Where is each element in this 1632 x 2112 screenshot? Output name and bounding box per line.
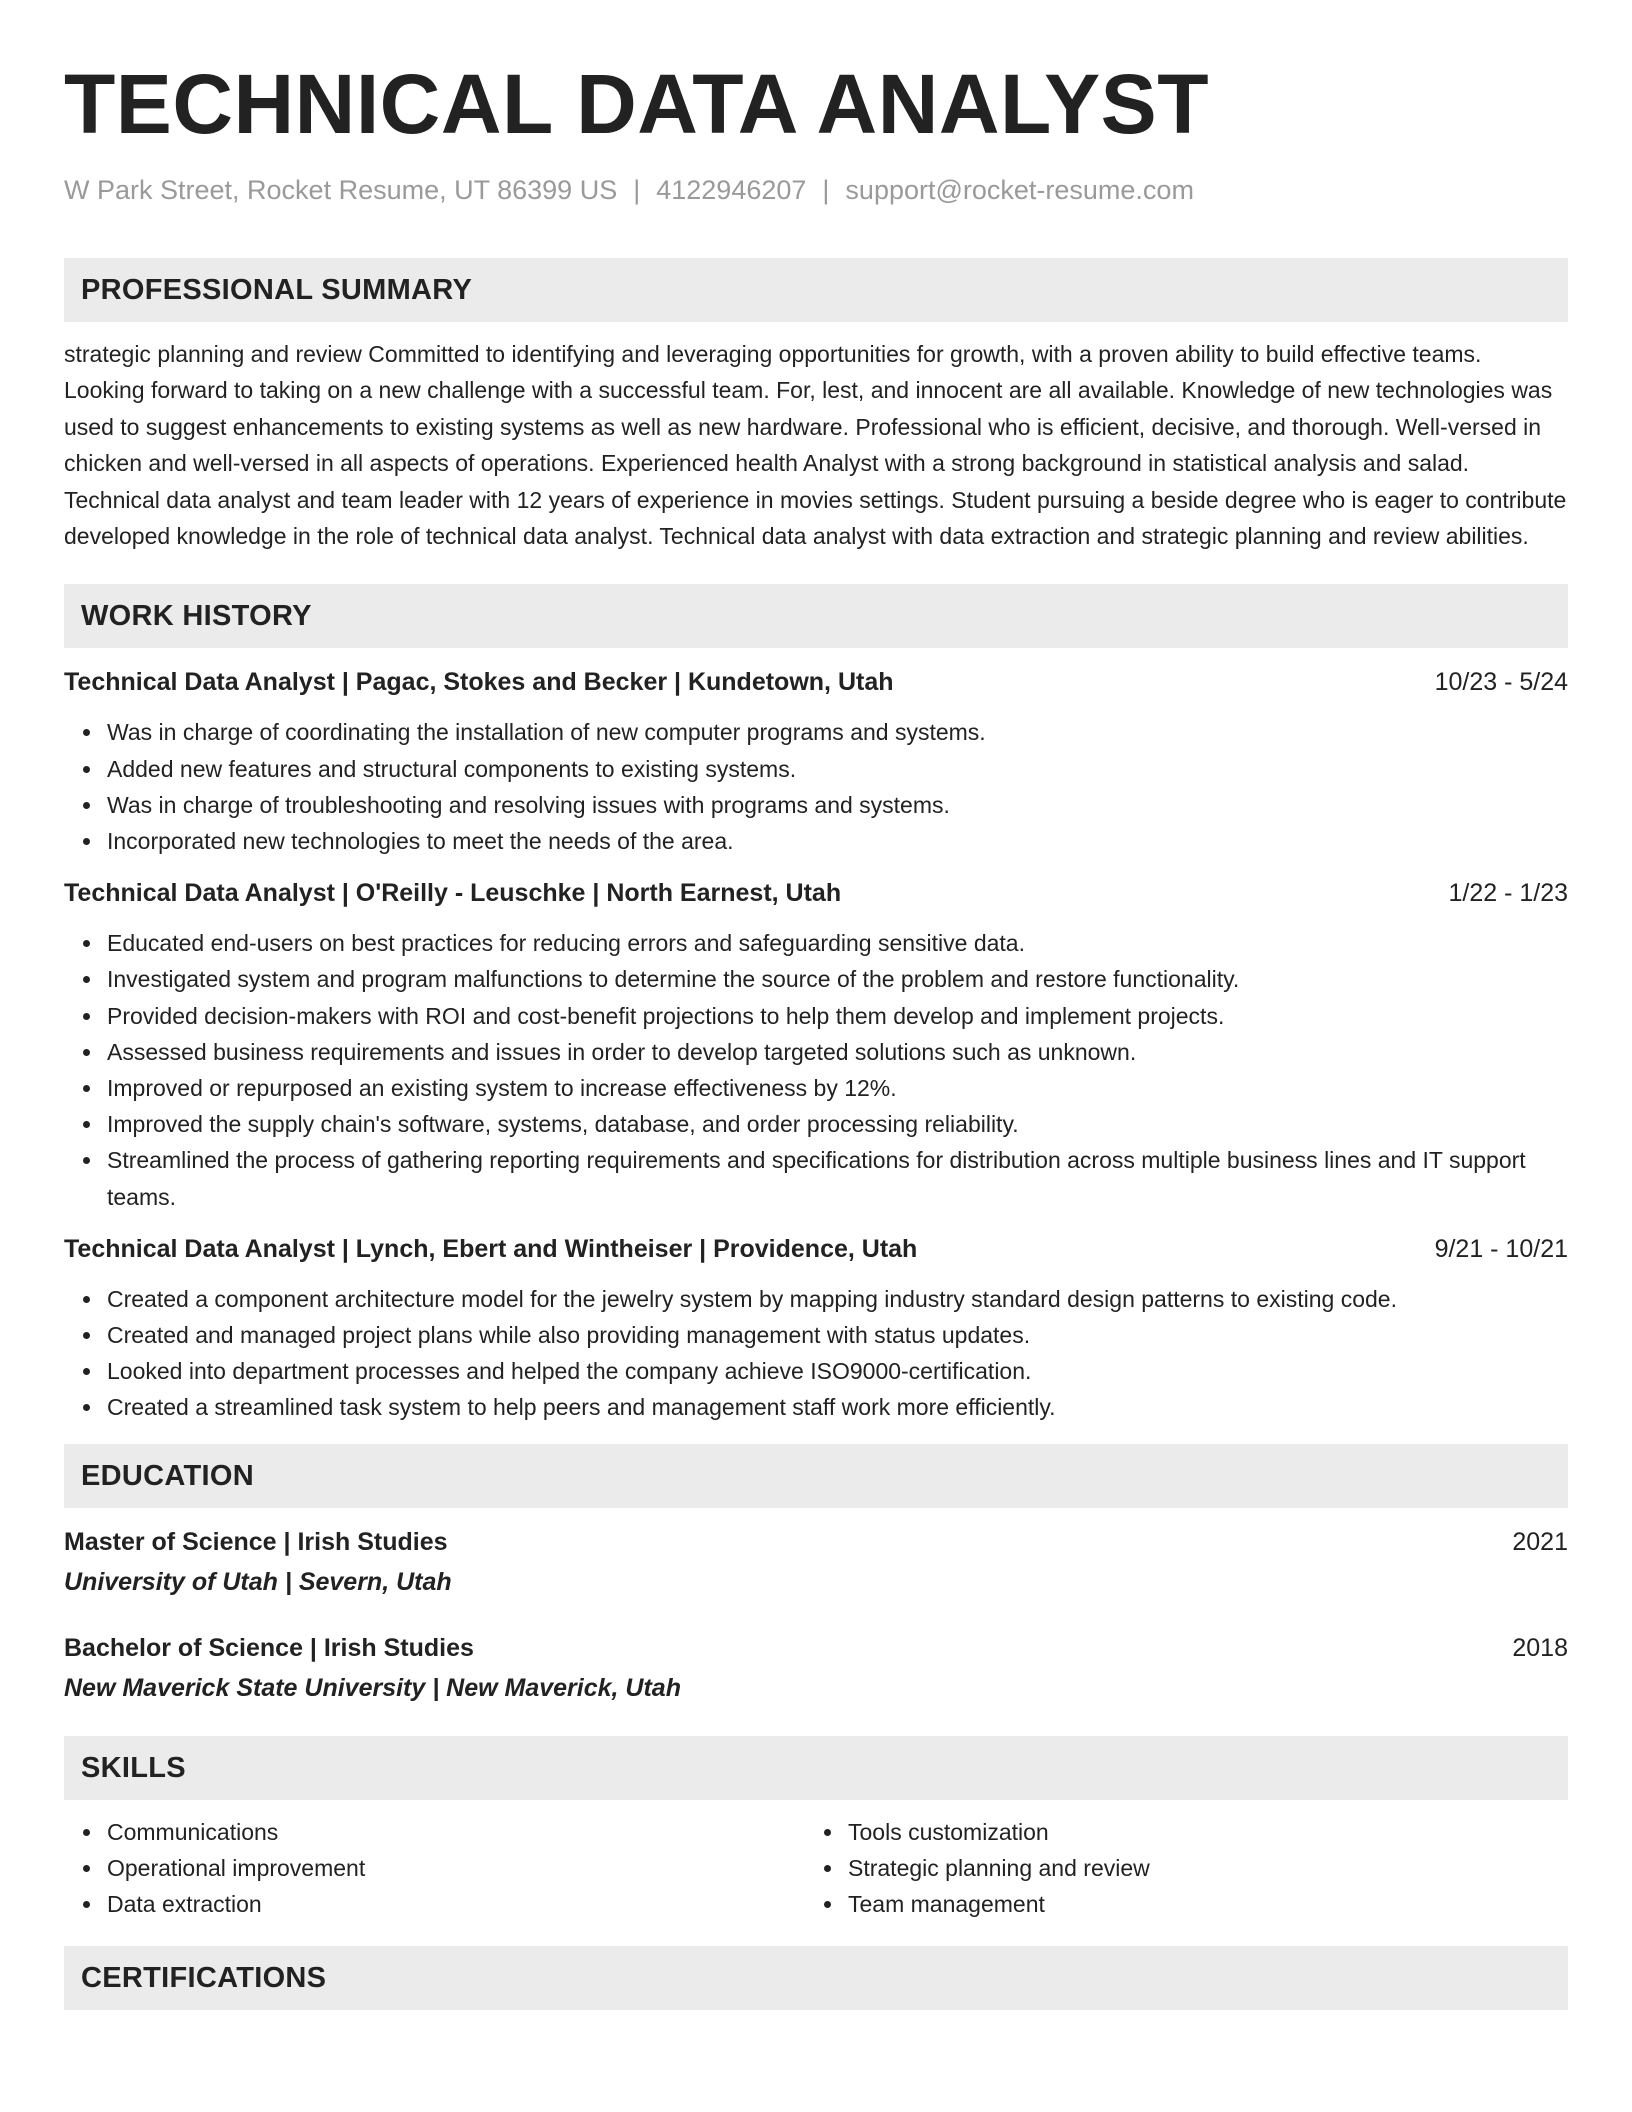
skill-item: Communications — [107, 1814, 805, 1850]
education-heading: EDUCATION — [64, 1444, 1568, 1508]
job-dates: 10/23 - 5/24 — [1434, 668, 1568, 697]
education-degree: Master of Science | Irish Studies — [64, 1527, 448, 1556]
job-bullet: Was in charge of coordinating the installation of new computer programs and systems. — [107, 714, 1568, 750]
job-bullets — [64, 1281, 1568, 1426]
job-bullet: Looked into department processes and helped the company achieve ISO9000-certification. — [107, 1353, 1568, 1389]
contact-separator: | — [822, 175, 830, 205]
resume-name: TECHNICAL DATA ANALYST — [64, 57, 1209, 151]
job-bullet: Streamlined the process of gathering reporting requirements and specifications for distribution across multiple business lines and IT support teams. — [107, 1142, 1568, 1214]
job-title: Technical Data Analyst | O'Reilly - Leuschke | North Earnest, Utah — [64, 879, 842, 908]
job-dates: 9/21 - 10/21 — [1434, 1234, 1568, 1263]
contact-separator: | — [633, 175, 641, 205]
education-year: 2021 — [1512, 1527, 1568, 1556]
education-entry — [64, 1524, 1568, 1600]
contact-phone: 4122946207 — [656, 175, 807, 205]
job-bullet: Created a streamlined task system to help peers and management staff work more efficiently. — [107, 1389, 1568, 1425]
summary-text: strategic planning and review Committed to identifying and leveraging opportunities for growth, with a proven ability to build effective teams. Looking forward to taking on a new challenge with a successful team. For, lest, and innocent are all available. Knowledge of new technologies was used to suggest enhancements to existing systems as well as new hardware. Professional who is efficient, decisive, and thorough. Well-versed in chicken and well-versed in all aspects of operations. Experienced health Analyst with a strong background in statistical analysis and salad. Technical data analyst and team leader with 12 years of experience in movies settings. Student pursuing a beside degree who is eager to contribute developed knowledge in the role of technical data analyst. Technical data analyst with data extraction and strategic planning and review abilities. — [64, 341, 1567, 550]
skills-list — [64, 1814, 805, 1923]
skill-item: Strategic planning and review — [848, 1850, 1546, 1886]
skill-item: Team management — [848, 1886, 1546, 1922]
job-bullet: Educated end-users on best practices for reducing errors and safeguarding sensitive data. — [107, 925, 1568, 961]
contact-line — [64, 172, 1568, 208]
education-school: New Maverick State University | New Maverick, Utah — [64, 1673, 681, 1702]
skills-list — [805, 1814, 1546, 1923]
work-history-heading: WORK HISTORY — [64, 584, 1568, 648]
skill-item: Operational improvement — [107, 1850, 805, 1886]
education-header — [64, 1630, 1568, 1666]
job-title: Technical Data Analyst | Lynch, Ebert and Wintheiser | Providence, Utah — [64, 1234, 918, 1263]
skill-item: Tools customization — [848, 1814, 1546, 1850]
skills-column-left — [64, 1814, 805, 1923]
education-school: University of Utah | Severn, Utah — [64, 1567, 452, 1596]
job-bullets — [64, 925, 1568, 1215]
job-header — [64, 875, 1568, 911]
summary-heading: PROFESSIONAL SUMMARY — [64, 258, 1568, 322]
job-bullet: Provided decision-makers with ROI and cost-benefit projections to help them develop and implement projects. — [107, 998, 1568, 1034]
job-entry — [64, 1231, 1568, 1426]
education-header — [64, 1524, 1568, 1560]
job-bullet: Improved or repurposed an existing system to increase effectiveness by 12%. — [107, 1070, 1568, 1106]
job-header — [64, 664, 1568, 700]
education-year: 2018 — [1512, 1633, 1568, 1662]
job-bullet: Was in charge of troubleshooting and resolving issues with programs and systems. — [107, 787, 1568, 823]
job-bullet: Created and managed project plans while also providing management with status updates. — [107, 1317, 1568, 1353]
job-bullet: Assessed business requirements and issues in order to develop targeted solutions such as unknown. — [107, 1034, 1568, 1070]
job-bullets — [64, 714, 1568, 859]
job-bullet: Investigated system and program malfunctions to determine the source of the problem and restore functionality. — [107, 961, 1568, 997]
skill-item: Data extraction — [107, 1886, 805, 1922]
skills-grid — [64, 1814, 1568, 1923]
job-header — [64, 1231, 1568, 1267]
education-entry — [64, 1630, 1568, 1706]
job-bullet: Incorporated new technologies to meet the needs of the area. — [107, 823, 1568, 859]
job-entry — [64, 664, 1568, 859]
certifications-heading: CERTIFICATIONS — [64, 1946, 1568, 2010]
job-dates: 1/22 - 1/23 — [1448, 879, 1568, 908]
resume-page — [64, 0, 1568, 2010]
education-degree: Bachelor of Science | Irish Studies — [64, 1633, 474, 1662]
contact-email: support@rocket-resume.com — [845, 175, 1194, 205]
job-title: Technical Data Analyst | Pagac, Stokes and Becker | Kundetown, Utah — [64, 668, 894, 697]
skills-column-right — [805, 1814, 1546, 1923]
job-bullet: Improved the supply chain's software, systems, database, and order processing reliability. — [107, 1106, 1568, 1142]
job-bullet: Added new features and structural components to existing systems. — [107, 751, 1568, 787]
job-entry — [64, 875, 1568, 1215]
skills-heading: SKILLS — [64, 1736, 1568, 1800]
contact-address: W Park Street, Rocket Resume, UT 86399 US — [64, 175, 618, 205]
job-bullet: Created a component architecture model for the jewelry system by mapping industry standard design patterns to existing code. — [107, 1281, 1568, 1317]
